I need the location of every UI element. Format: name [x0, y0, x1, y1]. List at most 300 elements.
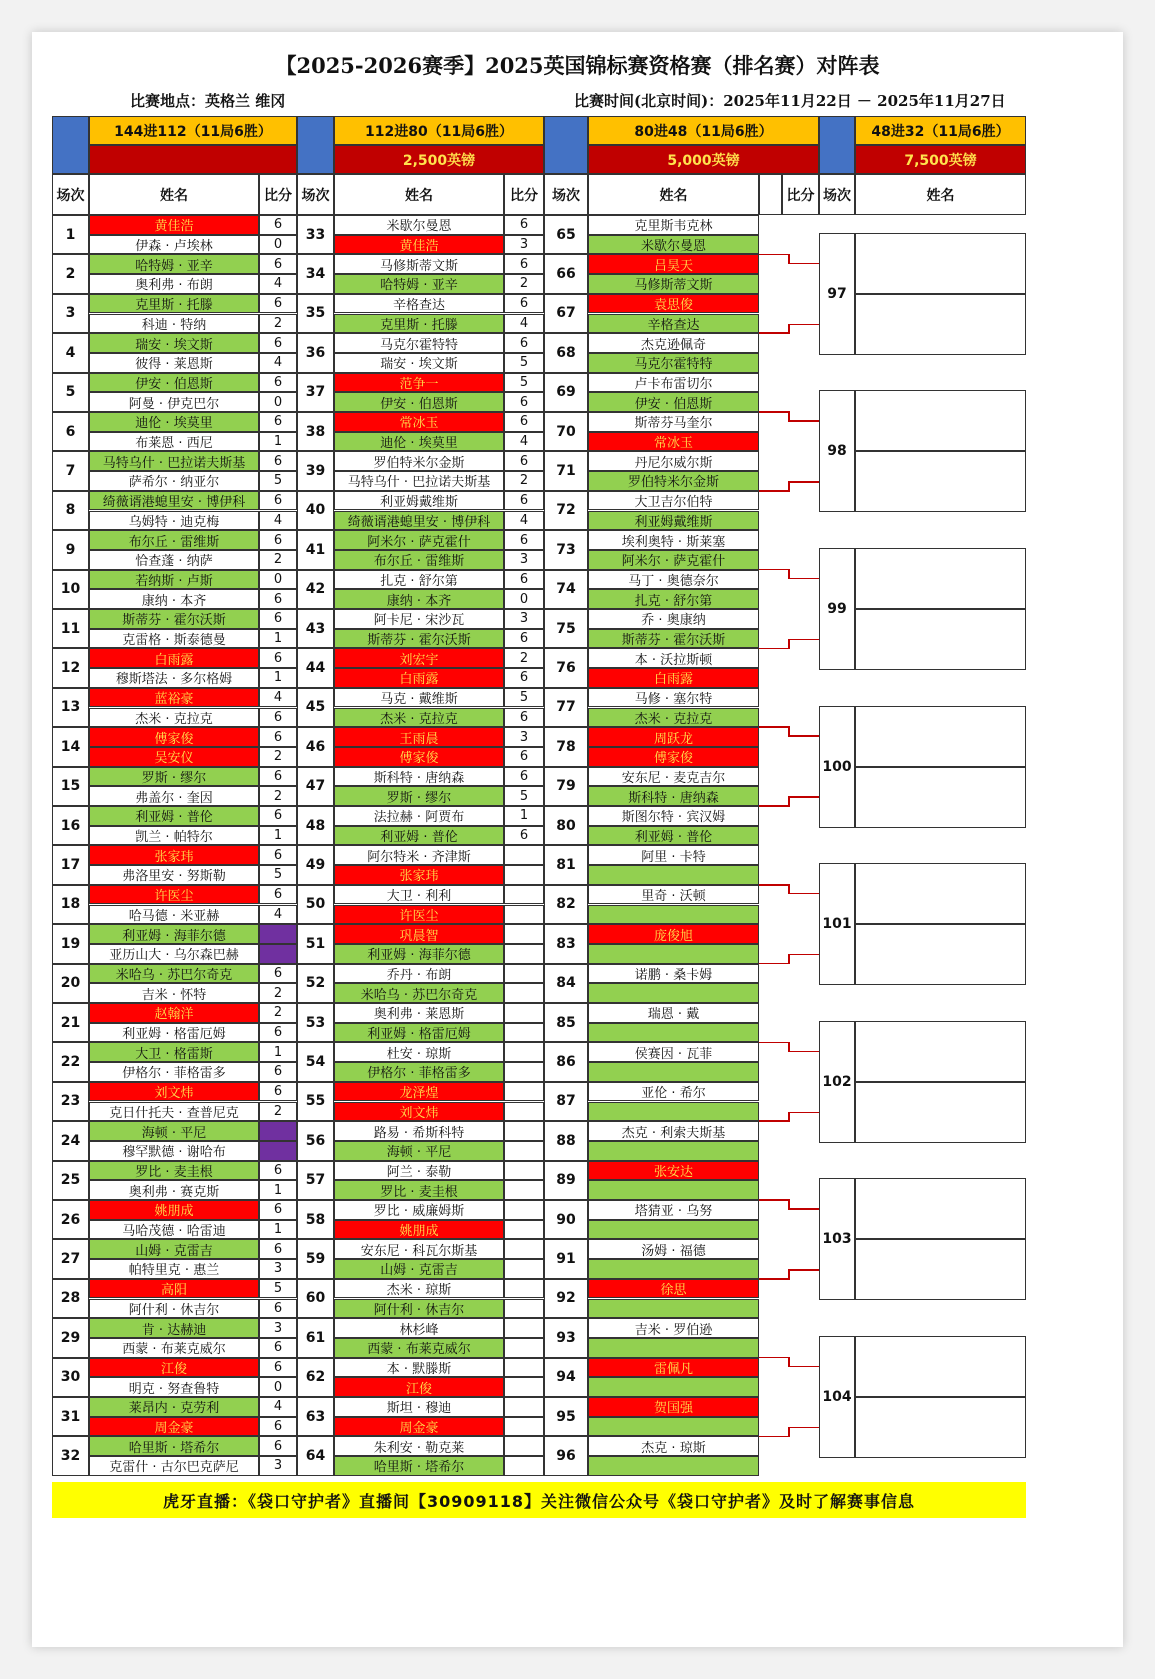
- match-number: 65: [544, 215, 588, 254]
- player-name: 刘宏宇: [334, 648, 504, 668]
- player-name: 张家玮: [89, 845, 259, 865]
- slot-empty: [855, 548, 1026, 609]
- player-score: 3: [504, 550, 544, 570]
- player-score: [504, 1318, 544, 1338]
- match-number: 72: [544, 491, 588, 530]
- player-score: 6: [259, 885, 297, 905]
- player-score: 2: [259, 550, 297, 570]
- player-name: 阿曼 · 伊克巴尔: [89, 392, 259, 412]
- match-number: 74: [544, 570, 588, 609]
- player-name: 马克尔霍特特: [334, 333, 504, 353]
- player-name: [588, 1417, 759, 1437]
- match-number: 42: [297, 570, 334, 609]
- player-score: [504, 885, 544, 905]
- player-name: 莱昂内 · 克劳利: [89, 1397, 259, 1417]
- player-name: 范争一: [334, 373, 504, 393]
- match-number: 37: [297, 373, 334, 412]
- match-number: 78: [544, 727, 588, 766]
- player-name: 罗比 · 麦圭根: [89, 1161, 259, 1181]
- player-score: 6: [504, 333, 544, 353]
- player-name: 常冰玉: [334, 412, 504, 432]
- player-score: 4: [504, 511, 544, 531]
- player-name: 康纳 · 本齐: [334, 589, 504, 609]
- player-score: 0: [259, 570, 297, 590]
- player-name: 贺国强: [588, 1397, 759, 1417]
- match-number: 85: [544, 1003, 588, 1042]
- player-score: 6: [504, 215, 544, 235]
- player-score: 6: [504, 747, 544, 767]
- slot-empty: [855, 609, 1026, 670]
- match-number: 64: [297, 1436, 334, 1475]
- bracket-line: [788, 1269, 790, 1279]
- bracket-line: [759, 805, 789, 807]
- player-name: 马哈茂德 · 哈雷迪: [89, 1220, 259, 1240]
- player-name: 巩晨智: [334, 924, 504, 944]
- match-number: 82: [544, 885, 588, 924]
- match-number: 35: [297, 294, 334, 333]
- player-name: 乔丹 · 布朗: [334, 964, 504, 984]
- match-number: 22: [52, 1042, 89, 1081]
- player-score: 6: [259, 648, 297, 668]
- player-name: 杜安 · 琼斯: [334, 1042, 504, 1062]
- player-score: [504, 1062, 544, 1082]
- player-name: 利亚姆戴维斯: [588, 511, 759, 531]
- player-name: 马特乌什 · 巴拉诺夫斯基: [334, 471, 504, 491]
- player-name: 江俊: [89, 1358, 259, 1378]
- header-name-1: 姓名: [89, 174, 259, 215]
- player-score: 4: [504, 314, 544, 334]
- player-name: 蓝裕豪: [89, 688, 259, 708]
- stage-marker-1: [52, 116, 89, 174]
- bracket-line: [788, 263, 819, 265]
- bracket-line: [759, 1199, 789, 1201]
- bracket-line: [788, 954, 790, 964]
- player-score: 4: [259, 1397, 297, 1417]
- player-name: 克里斯 · 托滕: [89, 294, 259, 314]
- player-score: 4: [259, 511, 297, 531]
- player-score: 6: [259, 609, 297, 629]
- bracket-line: [759, 254, 789, 256]
- player-name: 山姆 · 克雷吉: [89, 1239, 259, 1259]
- player-name: 埃利奥特 · 斯莱塞: [588, 530, 759, 550]
- player-score: [259, 1121, 297, 1141]
- player-name: 阿米尔 · 萨克霍什: [588, 550, 759, 570]
- player-score: 6: [504, 668, 544, 688]
- match-number: 83: [544, 924, 588, 963]
- player-name: 乔 · 奥康纳: [588, 609, 759, 629]
- player-score: 0: [259, 235, 297, 255]
- player-name: 龙泽煌: [334, 1082, 504, 1102]
- bracket-line: [788, 1366, 819, 1368]
- player-name: 瑞安 · 埃文斯: [334, 353, 504, 373]
- player-name: 阿里 · 卡特: [588, 845, 759, 865]
- player-score: [504, 905, 544, 925]
- player-name: 哈里斯 · 塔希尔: [89, 1436, 259, 1456]
- bracket-line: [788, 1427, 819, 1429]
- player-score: [504, 1141, 544, 1161]
- match-number: 11: [52, 609, 89, 648]
- bracket-line: [788, 1112, 790, 1122]
- player-name: 杰米 · 克拉克: [588, 708, 759, 728]
- player-name: 徐思: [588, 1279, 759, 1299]
- schedule-text: 比赛时间(北京时间)：2025年11月22日 － 2025年11月27日: [574, 92, 1006, 110]
- player-score: 6: [259, 1200, 297, 1220]
- player-name: 杰克 · 琼斯: [588, 1436, 759, 1456]
- player-name: [588, 1102, 759, 1122]
- player-name: 阿什利 · 休吉尔: [334, 1299, 504, 1319]
- match-number: 26: [52, 1200, 89, 1239]
- player-name: 黄佳浩: [334, 235, 504, 255]
- player-score: 6: [259, 806, 297, 826]
- stage-label-1: 144进112（11局6胜）: [89, 116, 297, 145]
- match-number: 33: [297, 215, 334, 254]
- player-name: 罗伯特米尔金斯: [334, 451, 504, 471]
- player-name: 斯蒂芬马奎尔: [588, 412, 759, 432]
- player-name: 斯坦 · 穆迪: [334, 1397, 504, 1417]
- player-name: 斯图尔特 · 宾汉姆: [588, 806, 759, 826]
- player-name: 恰查蓬 · 纳萨: [89, 550, 259, 570]
- player-name: 米哈乌 · 苏巴尔奇克: [334, 983, 504, 1003]
- stage-prize-2: 2,500英镑: [334, 145, 544, 174]
- player-name: 帕特里克 · 惠兰: [89, 1259, 259, 1279]
- player-name: [588, 1180, 759, 1200]
- player-name: 康纳 · 本齐: [89, 589, 259, 609]
- player-score: [504, 1121, 544, 1141]
- player-name: 本 · 沃拉斯顿: [588, 648, 759, 668]
- match-number: 19: [52, 924, 89, 963]
- match-number: 61: [297, 1318, 334, 1357]
- player-name: 大卫 · 格雷斯: [89, 1042, 259, 1062]
- match-number: 102: [819, 1021, 855, 1143]
- player-score: [504, 1456, 544, 1476]
- player-name: 斯科特 · 唐纳森: [588, 786, 759, 806]
- match-number: 38: [297, 412, 334, 451]
- bracket-line: [788, 796, 790, 806]
- player-name: 汤姆 · 福德: [588, 1239, 759, 1259]
- player-name: [588, 1023, 759, 1043]
- player-name: 塔猜亚 · 乌努: [588, 1200, 759, 1220]
- player-name: 吉米 · 罗伯逊: [588, 1318, 759, 1338]
- player-name: 亚伦 · 希尔: [588, 1082, 759, 1102]
- bracket-line: [759, 648, 789, 650]
- match-number: 44: [297, 648, 334, 687]
- player-score: [504, 1239, 544, 1259]
- player-name: 哈马德 · 米亚赫: [89, 905, 259, 925]
- player-score: 6: [259, 1023, 297, 1043]
- player-name: [588, 905, 759, 925]
- player-name: [588, 1377, 759, 1397]
- bracket-line: [788, 1269, 819, 1271]
- player-name: [588, 865, 759, 885]
- match-number: 101: [819, 863, 855, 985]
- player-name: 斯蒂芬 · 霍尔沃斯: [89, 609, 259, 629]
- match-number: 81: [544, 845, 588, 884]
- player-score: [504, 1102, 544, 1122]
- player-score: 1: [259, 629, 297, 649]
- player-score: [504, 1180, 544, 1200]
- bracket-line: [788, 1427, 790, 1437]
- player-score: [504, 1377, 544, 1397]
- header-score-2: 比分: [504, 174, 544, 215]
- player-score: 3: [259, 1318, 297, 1338]
- player-name: 吴安仪: [89, 747, 259, 767]
- player-name: 哈里斯 · 塔希尔: [334, 1456, 504, 1476]
- player-name: 杰米 · 克拉克: [89, 708, 259, 728]
- bracket-line: [788, 1112, 819, 1114]
- bracket-sheet: [32, 32, 1123, 1647]
- player-name: [588, 944, 759, 964]
- player-score: 6: [259, 294, 297, 314]
- player-name: 侯赛因 · 瓦菲: [588, 1042, 759, 1062]
- player-score: 2: [259, 314, 297, 334]
- player-score: 2: [259, 747, 297, 767]
- player-name: 马丁 · 奥德奈尔: [588, 570, 759, 590]
- player-name: 弗盖尔 · 奎因: [89, 786, 259, 806]
- player-score: 6: [259, 1417, 297, 1437]
- player-name: 王雨晨: [334, 727, 504, 747]
- player-score: 5: [504, 373, 544, 393]
- player-score: 6: [259, 1436, 297, 1456]
- slot-empty: [855, 1082, 1026, 1143]
- bracket-line: [788, 893, 819, 895]
- player-name: 辛格查达: [588, 314, 759, 334]
- match-number: 86: [544, 1042, 588, 1081]
- slot-empty: [855, 863, 1026, 924]
- header-name-3: 姓名: [588, 174, 759, 215]
- player-score: 2: [504, 648, 544, 668]
- player-score: 6: [504, 392, 544, 412]
- player-name: 张家玮: [334, 865, 504, 885]
- player-score: [504, 1003, 544, 1023]
- player-score: [259, 924, 297, 944]
- player-name: 克雷格 · 斯泰德曼: [89, 629, 259, 649]
- player-score: 6: [259, 845, 297, 865]
- player-score: [504, 944, 544, 964]
- player-name: 本 · 默滕斯: [334, 1358, 504, 1378]
- match-number: 70: [544, 412, 588, 451]
- player-name: 林杉峰: [334, 1318, 504, 1338]
- player-score: 4: [259, 353, 297, 373]
- bracket-line: [788, 324, 790, 334]
- player-name: 袁思俊: [588, 294, 759, 314]
- match-number: 104: [819, 1336, 855, 1458]
- match-number: 47: [297, 767, 334, 806]
- player-score: 2: [504, 274, 544, 294]
- player-score: 4: [259, 905, 297, 925]
- player-score: 6: [259, 1299, 297, 1319]
- player-score: [504, 1436, 544, 1456]
- match-number: 15: [52, 767, 89, 806]
- match-number: 30: [52, 1358, 89, 1397]
- player-name: 利亚姆 · 格雷厄姆: [334, 1023, 504, 1043]
- bracket-line: [788, 735, 819, 737]
- player-name: 斯蒂芬 · 霍尔沃斯: [588, 629, 759, 649]
- player-name: 萨希尔 · 纳亚尔: [89, 471, 259, 491]
- slot-empty: [855, 233, 1026, 294]
- match-number: 96: [544, 1436, 588, 1475]
- match-number: 9: [52, 530, 89, 569]
- match-number: 48: [297, 806, 334, 845]
- match-number: 94: [544, 1358, 588, 1397]
- player-score: 5: [504, 688, 544, 708]
- player-name: 伊安 · 伯恩斯: [588, 392, 759, 412]
- player-score: [504, 1259, 544, 1279]
- player-score: [504, 1023, 544, 1043]
- bracket-line: [788, 796, 819, 798]
- match-number: 8: [52, 491, 89, 530]
- match-number: 39: [297, 451, 334, 490]
- player-name: 凯兰 · 帕特尔: [89, 826, 259, 846]
- player-name: 大卫吉尔伯特: [588, 491, 759, 511]
- player-score: 0: [259, 1377, 297, 1397]
- stage-marker-4: [819, 116, 855, 174]
- player-score: [504, 1042, 544, 1062]
- slot-empty: [855, 706, 1026, 767]
- player-name: 肯 · 达赫迪: [89, 1318, 259, 1338]
- player-score: 6: [259, 964, 297, 984]
- stage-prize-1: [89, 145, 297, 174]
- match-number: 98: [819, 390, 855, 512]
- bracket-line: [788, 481, 790, 491]
- match-number: 92: [544, 1279, 588, 1318]
- player-score: 2: [259, 786, 297, 806]
- match-number: 90: [544, 1200, 588, 1239]
- player-name: 伊安 · 伯恩斯: [89, 373, 259, 393]
- match-number: 13: [52, 688, 89, 727]
- player-name: 斯蒂芬 · 霍尔沃斯: [334, 629, 504, 649]
- player-name: 周金豪: [334, 1417, 504, 1437]
- player-name: 常冰玉: [588, 432, 759, 452]
- player-score: [504, 1161, 544, 1181]
- bracket-line: [788, 1208, 819, 1210]
- player-score: 6: [504, 491, 544, 511]
- player-name: 吉米 · 怀特: [89, 983, 259, 1003]
- player-name: 马修斯蒂文斯: [588, 274, 759, 294]
- match-number: 2: [52, 254, 89, 293]
- player-score: 1: [259, 1220, 297, 1240]
- player-name: 安东尼 · 科瓦尔斯基: [334, 1239, 504, 1259]
- slot-empty: [855, 1178, 1026, 1239]
- player-name: 杰克逊佩奇: [588, 333, 759, 353]
- bracket-line: [759, 411, 789, 413]
- player-name: 许医尘: [334, 905, 504, 925]
- player-name: 奥利弗 · 莱恩斯: [334, 1003, 504, 1023]
- header-match-1: 场次: [52, 174, 89, 215]
- match-number: 57: [297, 1161, 334, 1200]
- player-name: 傅家俊: [334, 747, 504, 767]
- player-name: 江俊: [334, 1377, 504, 1397]
- slot-empty: [855, 1021, 1026, 1082]
- header-score-1: 比分: [259, 174, 297, 215]
- match-number: 55: [297, 1082, 334, 1121]
- player-name: 扎克 · 舒尔第: [588, 589, 759, 609]
- bracket-line: [788, 578, 819, 580]
- player-name: 杰米 · 克拉克: [334, 708, 504, 728]
- match-number: 28: [52, 1279, 89, 1318]
- player-name: 乌姆特 · 迪克梅: [89, 511, 259, 531]
- bracket-line: [788, 639, 790, 649]
- page-title: 【2025-2026赛季】2025英国锦标赛资格赛（排名赛）对阵表: [275, 53, 880, 78]
- player-score: [504, 1338, 544, 1358]
- player-name: 姚朋成: [334, 1220, 504, 1240]
- player-score: 6: [259, 589, 297, 609]
- player-name: 迪伦 · 埃莫里: [89, 412, 259, 432]
- player-name: 斯科特 · 唐纳森: [334, 767, 504, 787]
- player-name: 克雷什 · 古尔巴克萨尼: [89, 1456, 259, 1476]
- player-score: 6: [259, 373, 297, 393]
- player-score: [504, 964, 544, 984]
- player-score: 3: [504, 235, 544, 255]
- player-score: 1: [259, 668, 297, 688]
- bracket-line: [759, 1042, 789, 1044]
- slot-empty: [855, 1336, 1026, 1397]
- player-score: 6: [259, 333, 297, 353]
- bracket-line: [759, 569, 789, 571]
- slot-empty: [855, 924, 1026, 985]
- header-name-2: 姓名: [334, 174, 504, 215]
- player-score: [504, 1220, 544, 1240]
- player-name: 绮薇谞港螅里安 · 博伊科: [334, 511, 504, 531]
- player-name: 奥利弗 · 赛克斯: [89, 1180, 259, 1200]
- bracket-line: [759, 1120, 789, 1122]
- header-blank-3: [759, 174, 782, 215]
- player-name: 奥利弗 · 布朗: [89, 274, 259, 294]
- player-name: 利亚姆 · 普伦: [588, 826, 759, 846]
- player-score: [504, 845, 544, 865]
- bracket-line: [759, 884, 789, 886]
- player-name: 杰米 · 琼斯: [334, 1279, 504, 1299]
- player-name: [588, 1062, 759, 1082]
- match-number: 66: [544, 254, 588, 293]
- player-score: 5: [259, 1279, 297, 1299]
- player-name: 阿卡尼 · 宋沙瓦: [334, 609, 504, 629]
- player-score: 6: [504, 294, 544, 314]
- match-number: 6: [52, 412, 89, 451]
- player-name: 利亚姆戴维斯: [334, 491, 504, 511]
- player-score: 3: [504, 727, 544, 747]
- player-name: [588, 983, 759, 1003]
- player-score: 2: [259, 983, 297, 1003]
- bracket-line: [788, 1051, 819, 1053]
- match-number: 58: [297, 1200, 334, 1239]
- player-name: [588, 1299, 759, 1319]
- bracket-line: [788, 324, 819, 326]
- player-score: 6: [504, 629, 544, 649]
- slot-empty: [855, 1397, 1026, 1458]
- bracket-line: [759, 1278, 789, 1280]
- player-score: [504, 1358, 544, 1378]
- player-score: 6: [504, 570, 544, 590]
- header-match-3: 场次: [544, 174, 588, 215]
- match-number: 51: [297, 924, 334, 963]
- player-score: [504, 1082, 544, 1102]
- match-number: 25: [52, 1161, 89, 1200]
- match-number: 24: [52, 1121, 89, 1160]
- player-name: 赵翰洋: [89, 1003, 259, 1023]
- player-score: 4: [259, 688, 297, 708]
- player-score: 5: [504, 786, 544, 806]
- player-score: 6: [504, 254, 544, 274]
- player-score: 1: [504, 806, 544, 826]
- player-name: 吕昊天: [588, 254, 759, 274]
- player-name: 刘文炜: [334, 1102, 504, 1122]
- player-name: [588, 1259, 759, 1279]
- player-score: 4: [259, 274, 297, 294]
- match-number: 68: [544, 333, 588, 372]
- match-number: 97: [819, 233, 855, 355]
- match-number: 12: [52, 648, 89, 687]
- player-name: 若纳斯 · 卢斯: [89, 570, 259, 590]
